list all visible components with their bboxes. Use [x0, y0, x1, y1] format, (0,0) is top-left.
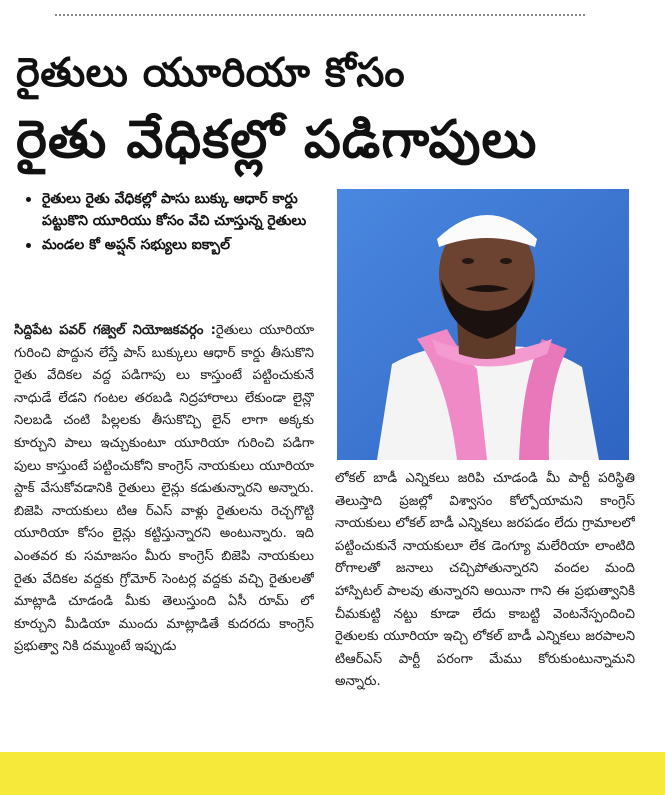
article-body-left: రైతులు యూరియా గురించి పొద్దున లేస్తే పాస్ బుక్కులు ఆధార్ కార్డు తీసుకొని రైతు వేదికల వద్ద పడిగాపు లు కాస్తుంటే పట్టించుకునే నాధుడే లేడని గంటల తరబడి నిద్రహారాలు లేకుండా లైన్లొ నిలబడి చంటి పిల్లలకు తీసుకొచ్చి లైన్ లాగా అక్కకు కూర్చుని పాలు ఇచ్చుకుంటూ యూరియా గురించి పడిగా పులు కాస్తుంటే పట్టించుకోని కాంగ్రెస్ నాయకులు యూరియా స్టాక్ వేసుకోవడానికి రైతులు లైన్లు కడుతున్నారని అన్నారు. బిజెపి నాయకులు టిఆ ర్ఎస్ వాళ్లు రైతులను రెచ్చగొట్టి యూరియా కోసం లైన్లు కట్టిస్తున్నారని అంటున్నారు. ఇది ఎంతవర కు సమాజసం మీరు కాంగ్రెస్ బిజెపి నాయకులు రైతు వేదికల వద్దకు గ్రోమోర్ సెంటర్ల వద్దకు వచ్చి రైతులతో మాట్లాడి చూడండి మీకు తెలుస్తుంది ఏసీ రూమ్ లో కూర్చుని మీడియా ముందు మాట్లాడితే కుదరదు కాంగ్రెస్ ప్రభుత్వా నికి దమ్ముంటే ఇప్పుడు [14, 323, 314, 655]
bullet-item: మండల కో అప్షన్ సభ్యులు ఐక్బాల్ [20, 234, 310, 256]
headline-line-1: రైతులు యూరియా కోసం [16, 50, 406, 96]
highlight-bullets [20, 188, 310, 258]
headline-line-2: రైతు వేధికల్లో పడిగాపులు [16, 110, 538, 170]
top-dotted-rule [55, 14, 585, 16]
news-photo [337, 189, 629, 460]
person-portrait-image [337, 189, 629, 460]
bullet-item: రైతులు రైతు వేధికల్లో పాసు బుక్కు ఆధార్ కార్డు పట్టుకొని యూరియు కోసం వేచి చూస్తున్న రైతులు [20, 188, 310, 232]
bottom-color-band [0, 752, 665, 795]
article-lead: సిద్దిపేట పవర్ గజ్వెల్ నియోజకవర్గం : [14, 323, 216, 338]
article-column-left [14, 320, 314, 740]
article-column-right: లోకల్ బాడీ ఎన్నికలు జరిపి చూడండి మీ పార్టీ పరిస్థితి తెలుస్తాది ప్రజల్లో విశ్వాసం కోల్పోయామని కాంగ్రెస్ నాయకులు లోకల్ బాడీ ఎన్నికలు జరపడం లేదు గ్రామాలలో పట్టించుకునే నాయకులూ లేక డెంగ్యూ మలేరియా లాంటిది రోగాలతో జనాలు చచ్చిపోతున్నారని వందల మంది హాస్పిటల్ పాలవు తున్నారని అయినా గాని ఈ ప్రభుత్వానికి చీమకుట్టి నట్టు కూడా లేదు కాబట్టి వెంటనేస్పందించి రైతులకు యూరియా ఇచ్చి లోకల్ బాడీ ఎన్నికలు జరపాలని టిఆర్ఎస్ పార్టీ పరంగా మేము కోరుకుంటున్నామని అన్నారు. [335, 471, 635, 690]
